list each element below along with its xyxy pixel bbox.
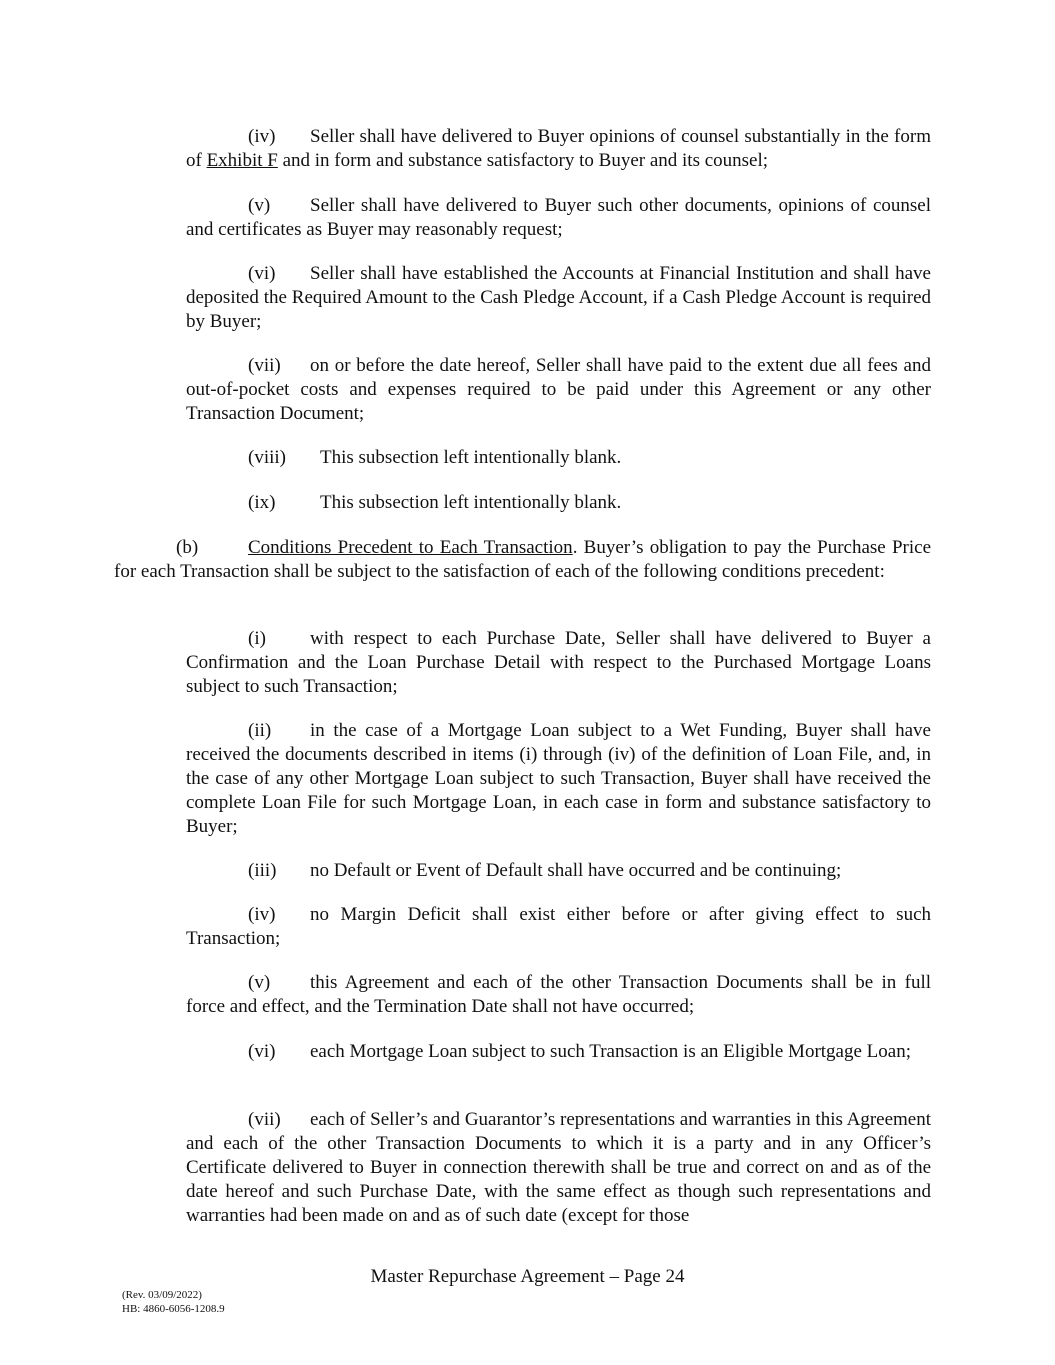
paragraph-text: no Margin Deficit shall exist either before or after giving effect to such Transaction; xyxy=(186,904,931,949)
paragraph-text: with respect to each Purchase Date, Seller shall have delivered to Buyer a Confirmation and the Loan Purchase Detail with respect to the Purchased Mortgage Loans subject to such Transaction; xyxy=(186,628,931,697)
section-number: (b) xyxy=(176,537,199,558)
paragraph-a-iv xyxy=(186,125,931,173)
paragraph-a-v xyxy=(186,194,931,242)
paragraph-b-vi xyxy=(186,1040,931,1064)
paragraph-text: Seller shall have established the Accounts at Financial Institution and shall have deposited the Required Amount to the Cash Pledge Account, if a Cash Pledge Account is required by Buyer; xyxy=(186,263,931,332)
paragraph-text: this Agreement and each of the other Transaction Documents shall be in full force and effect, and the Termination Date shall not have occurred; xyxy=(186,972,931,1017)
paragraph-a-ix xyxy=(186,491,931,515)
revision-date: (Rev. 03/09/2022) xyxy=(122,1289,202,1301)
paragraph-a-viii xyxy=(186,446,931,470)
paragraph-b-ii xyxy=(186,719,931,839)
paragraph-b-vii xyxy=(186,1108,931,1228)
paragraph-b-iii xyxy=(186,859,931,883)
page-footer-title: Master Repurchase Agreement – Page 24 xyxy=(370,1266,685,1287)
section-text: . Buyer’s obligation to pay the Purchase Price for each Transaction shall be subject to the satisfaction of each of the following conditions precedent: xyxy=(114,537,931,582)
paragraph-b-v xyxy=(186,971,931,1019)
section-heading: Conditions Precedent to Each Transaction xyxy=(248,537,573,558)
paragraph-number: (iii) xyxy=(248,860,277,881)
paragraph-number: (vii) xyxy=(248,355,281,376)
paragraph-text: on or before the date hereof, Seller shall have paid to the extent due all fees and out-of-pocket costs and expenses required to be paid under this Agreement or any other Transaction Document; xyxy=(186,355,931,424)
paragraph-number: (ix) xyxy=(248,492,276,513)
paragraph-number: (i) xyxy=(248,628,266,649)
paragraph-number: (viii) xyxy=(248,447,286,468)
paragraph-b-i xyxy=(186,627,931,699)
paragraph-text: Seller shall have delivered to Buyer such other documents, opinions of counsel and certificates as Buyer may reasonably request; xyxy=(186,195,931,240)
paragraph-text: no Default or Event of Default shall have occurred and be continuing; xyxy=(310,860,842,881)
paragraph-text: Seller shall have delivered to Buyer opinions of counsel substantially in the form of xyxy=(186,126,931,171)
section-b xyxy=(114,536,931,584)
paragraph-number: (v) xyxy=(248,195,271,216)
paragraph-text: each of Seller’s and Guarantor’s representations and warranties in this Agreement and each of the other Transaction Documents to which it is a party and in any Officer’s Certificate delivered to Buyer in connection therewith shall be true and correct on and as of the date hereof and such Purchase Date, with the same effect as though such representations and warranties had been made on and as of such date (except for those xyxy=(186,1109,931,1226)
exhibit-f-link[interactable]: Exhibit F xyxy=(206,150,278,171)
paragraph-text: each Mortgage Loan subject to such Transaction is an Eligible Mortgage Loan; xyxy=(310,1041,911,1062)
paragraph-text: This subsection left intentionally blank. xyxy=(320,492,622,513)
document-id: HB: 4860-6056-1208.9 xyxy=(122,1303,225,1315)
paragraph-number: (iv) xyxy=(248,904,276,925)
paragraph-number: (vi) xyxy=(248,1041,276,1062)
paragraph-number: (vi) xyxy=(248,263,276,284)
paragraph-number: (vii) xyxy=(248,1109,281,1130)
paragraph-number: (ii) xyxy=(248,720,272,741)
paragraph-number: (v) xyxy=(248,972,271,993)
paragraph-a-vi xyxy=(186,262,931,334)
paragraph-b-iv xyxy=(186,903,931,951)
paragraph-text: in the case of a Mortgage Loan subject to a Wet Funding, Buyer shall have received the documents described in items (i) through (iv) of the definition of Loan File, and, in the case of any other Mortgage Loan subject to such Transaction, Buyer shall have received the complete Loan File for such Mortgage Loan, in each case in form and substance satisfactory to Buyer; xyxy=(186,720,931,837)
paragraph-text: This subsection left intentionally blank. xyxy=(320,447,622,468)
paragraph-text: and in form and substance satisfactory to Buyer and its counsel; xyxy=(277,150,769,171)
paragraph-a-vii xyxy=(186,354,931,426)
paragraph-number: (iv) xyxy=(248,126,276,147)
